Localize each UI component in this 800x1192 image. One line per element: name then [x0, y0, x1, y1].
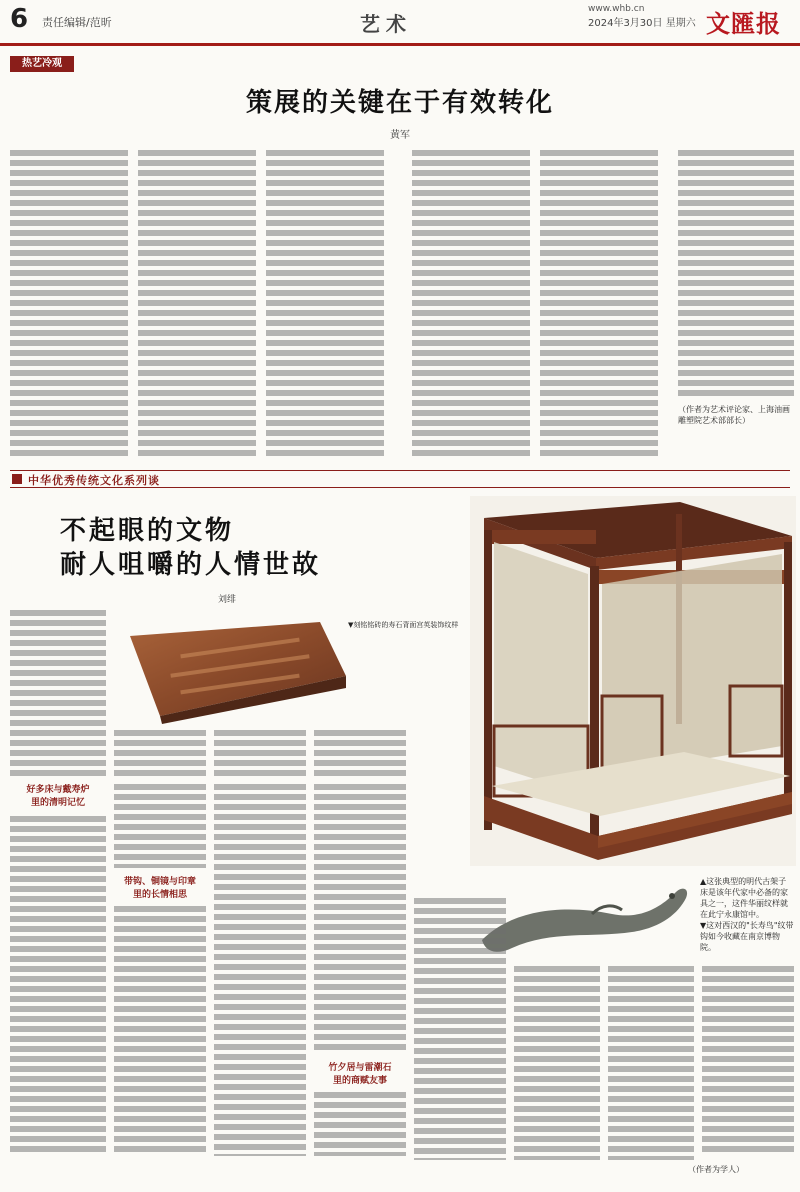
article2-title-line1: 不起眼的文物	[60, 516, 235, 546]
article-title: 策展的关键在于有效转化	[245, 88, 554, 118]
article2-text-column-8	[702, 966, 794, 1156]
subhead-1: 好多床与戴寿炉 里的清明记忆	[26, 785, 90, 808]
article1-author-note: （作者为艺术评论家、上海油画雕塑院艺术部部长）	[678, 405, 790, 425]
issue-date: 2024年3月30日 星期六	[588, 18, 696, 29]
article2-text-column-7	[608, 966, 694, 1160]
subhead-2: 带钩、铜镜与印章 里的长情相思	[123, 877, 196, 900]
newspaper-logo: 文匯报	[706, 9, 781, 38]
article2-text-column-4c	[314, 1092, 406, 1156]
column-tag: 热艺冷观	[10, 56, 74, 72]
article2-text-column-2c	[114, 906, 206, 1156]
article1-text-column-3	[266, 150, 384, 460]
article1-text-column-1	[10, 150, 128, 460]
article2-title-line2: 耐人咀嚼的人情世故	[60, 550, 322, 580]
article2-text-column-1a	[10, 610, 106, 780]
editor-credit: 责任编辑/范昕	[42, 16, 112, 29]
article2-text-column-6	[514, 966, 600, 1160]
article1-text-column-2	[138, 150, 256, 460]
article2-text-column-2b	[114, 784, 206, 868]
inscribed-brick-image	[120, 616, 350, 724]
site-url: www.whb.cn	[588, 4, 645, 14]
article2-text-column-2a	[114, 730, 206, 780]
article2-text-column-5	[414, 898, 506, 1160]
page-number: 6	[10, 4, 29, 34]
article2-text-column-3b	[214, 784, 306, 1156]
article2-text-column-3a	[214, 730, 306, 780]
article2-text-column-4a	[314, 730, 406, 780]
article2-text-column-4b	[314, 784, 406, 1054]
article1-text-column-5	[540, 150, 658, 460]
subhead-3: 竹夕居与雷潮石 里的商赋友事	[328, 1063, 392, 1086]
article-author: 黄军	[390, 130, 410, 141]
series-title: 中华优秀传统文化系列谈	[28, 474, 160, 487]
article2-text-column-1b	[10, 816, 106, 1156]
brick-caption: ▼刻铭铭砖的寿石背面宫英装饰纹样	[348, 621, 459, 629]
bed-and-hook-caption: ▲这张典型的明代古架子床是该年代家中必备的家具之一，这件华丽纹样就在此宁永康馆中。 ▼这对西汉的"长寿鸟"纹带钩如今收藏在南京博物院。	[700, 877, 794, 952]
article1-text-column-4	[412, 150, 530, 460]
article2-author: 刘绯	[218, 595, 237, 605]
series-band-marker	[12, 474, 22, 484]
article2-author-note: （作者为学人）	[688, 1165, 744, 1174]
section-title: 艺术	[360, 12, 412, 36]
article1-text-column-6	[678, 150, 794, 396]
ming-canopy-bed-image	[470, 496, 796, 866]
